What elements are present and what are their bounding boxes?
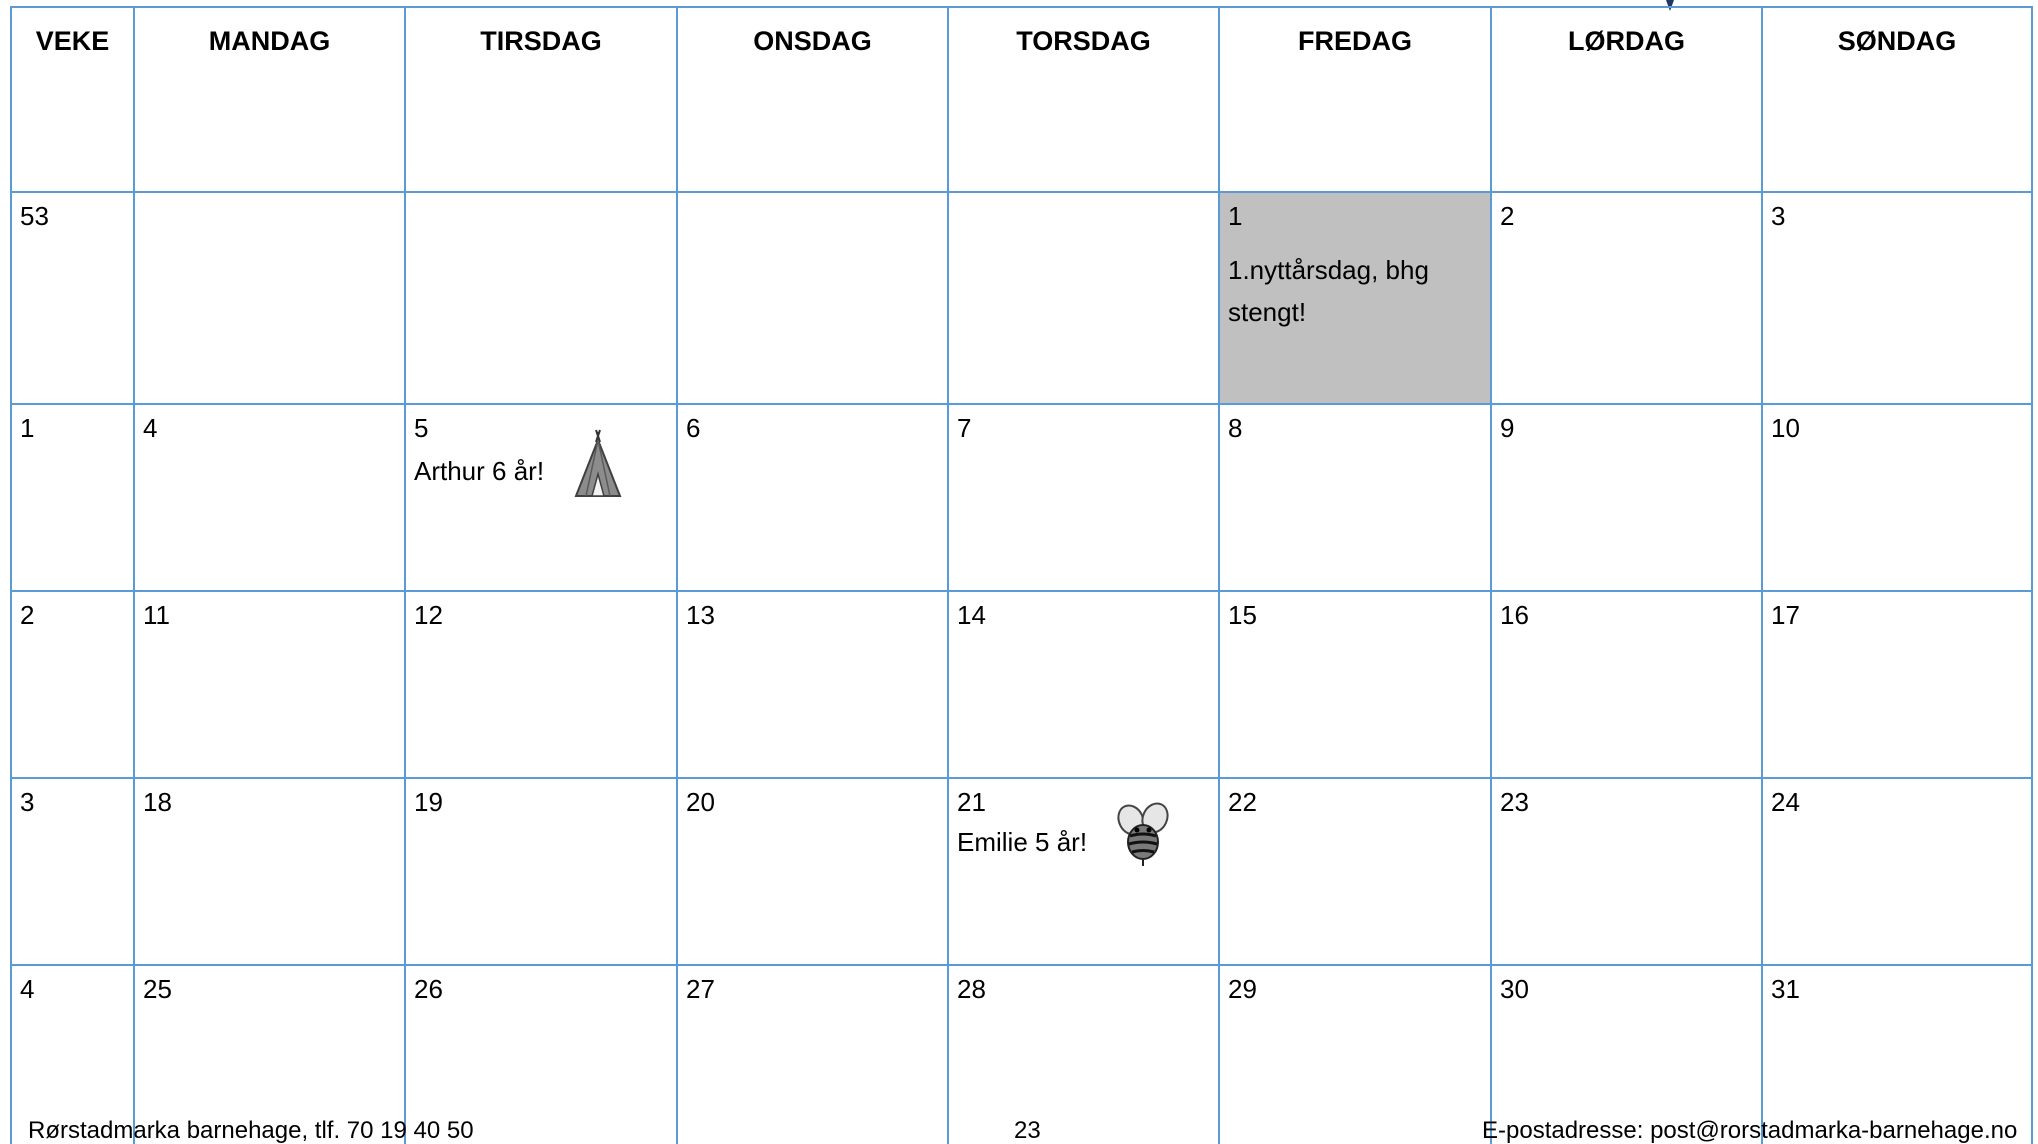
day-number: 3 (1771, 201, 1786, 231)
day-cell (1491, 192, 1762, 404)
day-cell (1491, 404, 1762, 591)
day-cell (1762, 404, 2032, 591)
day-header-monday: MANDAG (134, 7, 405, 192)
day-number: 21 (957, 787, 986, 817)
day-header-wednesday: ONSDAG (677, 7, 948, 192)
day-cell (1762, 591, 2032, 778)
day-number: 9 (1500, 413, 1515, 443)
day-cell (1491, 591, 1762, 778)
day-number: 18 (143, 787, 172, 817)
week-number-cell (11, 778, 134, 965)
week-row (11, 192, 2032, 404)
week-row (11, 404, 2032, 591)
day-number: 5 (414, 413, 429, 443)
day-cell (1219, 778, 1491, 965)
day-cell (405, 778, 677, 965)
calendar-table (10, 6, 2033, 1144)
week-column-header: VEKE (11, 7, 134, 192)
birthday-note-line (414, 444, 676, 500)
week-number: 3 (20, 787, 35, 817)
day-cell (134, 778, 405, 965)
footer-contact: Rørstadmarka barnehage, tlf. 70 19 40 50 (28, 1117, 474, 1144)
day-header-saturday: LØRDAG (1491, 7, 1762, 192)
day-number: 12 (414, 600, 443, 630)
day-header-tuesday: TIRSDAG (405, 7, 677, 192)
week-row (11, 591, 2032, 778)
day-number: 25 (143, 974, 172, 1004)
week-number: 2 (20, 600, 35, 630)
day-number: 30 (1500, 974, 1529, 1004)
day-number: 29 (1228, 974, 1257, 1004)
day-number: 24 (1771, 787, 1800, 817)
day-cell (1762, 778, 2032, 965)
day-number: 31 (1771, 974, 1800, 1004)
day-number: 16 (1500, 600, 1529, 630)
week-number: 1 (20, 413, 35, 443)
day-number: 17 (1771, 600, 1800, 630)
bee-icon (1115, 802, 1171, 868)
day-number: 1 (1228, 201, 1243, 231)
week-number-cell (11, 192, 134, 404)
day-number: 19 (414, 787, 443, 817)
day-cell (677, 778, 948, 965)
day-cell (405, 192, 677, 404)
day-cell (1491, 778, 1762, 965)
day-cell (134, 192, 405, 404)
day-cell (948, 778, 1219, 965)
day-cell (677, 591, 948, 778)
day-cell (1762, 192, 2032, 404)
day-number: 6 (686, 413, 701, 443)
day-number: 28 (957, 974, 986, 1004)
teepee-icon (572, 428, 624, 500)
day-cell (134, 591, 405, 778)
page-footer (0, 1118, 2038, 1144)
day-header-friday: FREDAG (1219, 7, 1491, 192)
day-cell (405, 404, 677, 591)
week-number: 53 (20, 201, 49, 231)
week-number: 4 (20, 974, 35, 1004)
day-number: 11 (143, 600, 170, 630)
day-number: 13 (686, 600, 715, 630)
page-number: 23 (1014, 1117, 1041, 1144)
week-row (11, 778, 2032, 965)
day-number: 26 (414, 974, 443, 1004)
footer-email: E-postadresse: post@rorstadmarka-barnehage.no (1482, 1117, 2018, 1144)
day-header-sunday: SØNDAG (1762, 7, 2032, 192)
birthday-note: Arthur 6 år! (414, 456, 545, 487)
holiday-note: 1.nyttårsdag, bhg stengt! (1228, 255, 1429, 327)
day-number: 15 (1228, 600, 1257, 630)
day-number: 8 (1228, 413, 1243, 443)
day-cell (948, 591, 1219, 778)
day-number: 27 (686, 974, 715, 1004)
day-number: 10 (1771, 413, 1800, 443)
day-number: 2 (1500, 201, 1515, 231)
day-cell (677, 192, 948, 404)
day-header-thursday: TORSDAG (948, 7, 1219, 192)
day-number: 14 (957, 600, 986, 630)
week-number-cell (11, 591, 134, 778)
day-cell (677, 404, 948, 591)
day-cell (1219, 404, 1491, 591)
day-cell (1219, 591, 1491, 778)
day-cell (948, 192, 1219, 404)
day-number: 20 (686, 787, 715, 817)
day-cell (948, 404, 1219, 591)
birthday-note-line (957, 818, 1218, 868)
week-number-cell (11, 404, 134, 591)
day-number: 4 (143, 413, 158, 443)
calendar-header-row (11, 7, 2032, 192)
day-number: 22 (1228, 787, 1257, 817)
birthday-note: Emilie 5 år! (957, 827, 1088, 858)
day-number: 7 (957, 413, 972, 443)
day-cell (134, 404, 405, 591)
day-number: 23 (1500, 787, 1529, 817)
day-cell-closed (1219, 192, 1491, 404)
day-cell (405, 591, 677, 778)
